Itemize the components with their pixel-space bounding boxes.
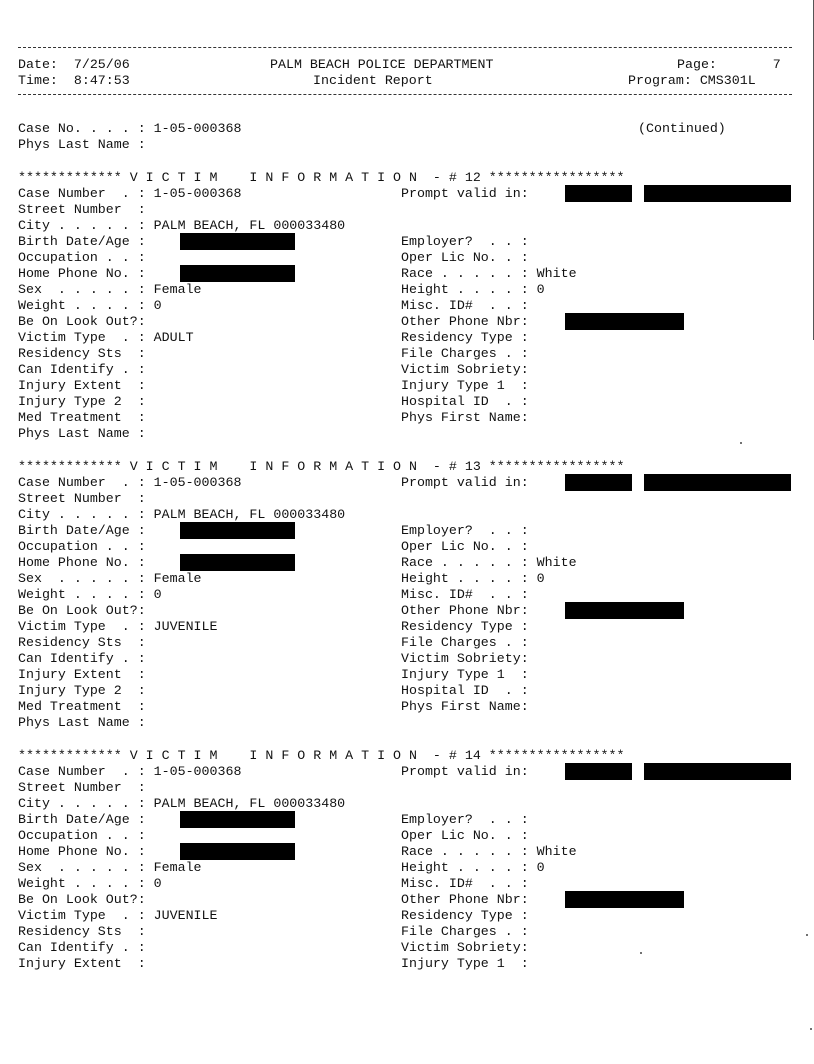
victim-field-left: Birth Date/Age : (18, 523, 146, 538)
victim-field-right: Residency Type : (401, 619, 529, 634)
victim-field-right: Victim Sobriety: (401, 940, 529, 955)
scan-speck (810, 1028, 812, 1030)
victim-field-right: Prompt valid in: (401, 764, 529, 779)
victim-field-right: Victim Sobriety: (401, 651, 529, 666)
victim-field-right: Oper Lic No. . : (401, 539, 529, 554)
redaction-block (644, 474, 791, 491)
victim-field-left: Occupation . . : (18, 828, 146, 843)
victim-field-left: Street Number : (18, 780, 146, 795)
victim-field-left: Sex . . . . . : Female (18, 571, 202, 586)
program-name: Program: CMS301L (628, 73, 756, 88)
victim-field-right: Residency Type : (401, 330, 529, 345)
victim-field-left: Can Identify . : (18, 362, 146, 377)
victim-field-right: Height . . . . : 0 (401, 860, 545, 875)
victim-field-right: Employer? . . : (401, 523, 529, 538)
victim-field-left: Street Number : (18, 491, 146, 506)
victim-field-right: Oper Lic No. . : (401, 828, 529, 843)
victim-field-left: Residency Sts : (18, 635, 146, 650)
victim-field-left: City . . . . . : PALM BEACH, FL 000033480 (18, 796, 346, 811)
victim-field-right: Phys First Name: (401, 410, 529, 425)
victim-field-right: Prompt valid in: (401, 186, 529, 201)
redaction-block (565, 185, 632, 202)
victim-field-right: Employer? . . : (401, 812, 529, 827)
victim-field-left: Injury Type 2 : (18, 394, 146, 409)
redaction-block (565, 313, 684, 330)
page-edge-mark (810, 0, 814, 340)
victim-field-right: Hospital ID . : (401, 394, 529, 409)
victim-field-left: Weight . . . . : 0 (18, 587, 162, 602)
victim-field-left: Can Identify . : (18, 651, 146, 666)
redaction-block (180, 522, 295, 539)
victim-field-left: Residency Sts : (18, 346, 146, 361)
victim-field-left: Case Number . : 1-05-000368 (18, 764, 242, 779)
report-date: Date: 7/25/06 (18, 57, 130, 72)
scan-speck (640, 952, 642, 954)
victim-field-left: City . . . . . : PALM BEACH, FL 000033480 (18, 218, 346, 233)
victim-field-right: Injury Type 1 : (401, 956, 529, 971)
redaction-block (565, 763, 632, 780)
report-time: Time: 8:47:53 (18, 73, 130, 88)
victim-field-left: Weight . . . . : 0 (18, 876, 162, 891)
victim-field-right: Misc. ID# . . : (401, 298, 529, 313)
victim-field-left: Med Treatment : (18, 410, 146, 425)
victim-field-right: File Charges . : (401, 346, 529, 361)
victim-field-left: Phys Last Name : (18, 426, 146, 441)
victim-field-right: Injury Type 1 : (401, 667, 529, 682)
victim-field-left: Victim Type . : JUVENILE (18, 908, 218, 923)
victim-field-left: Injury Type 2 : (18, 683, 146, 698)
victim-field-left: Weight . . . . : 0 (18, 298, 162, 313)
phys-last-name-line: Phys Last Name : (18, 137, 146, 152)
victim-field-right: Prompt valid in: (401, 475, 529, 490)
redaction-block (180, 233, 295, 250)
victim-field-left: Be On Look Out?: (18, 892, 146, 907)
victim-field-right: Height . . . . : 0 (401, 571, 545, 586)
victim-field-left: Can Identify . : (18, 940, 146, 955)
victim-field-right: Race . . . . . : White (401, 555, 577, 570)
victim-banner: ************* V I C T I M I N F O R M A T I O N - # 12 ***************** (18, 170, 625, 185)
victim-field-right: Race . . . . . : White (401, 266, 577, 281)
report-title: Incident Report (313, 73, 433, 88)
victim-field-left: Home Phone No. : (18, 844, 146, 859)
continued-label: (Continued) (638, 121, 726, 136)
redaction-block (180, 265, 295, 282)
victim-field-left: Birth Date/Age : (18, 812, 146, 827)
victim-field-right: File Charges . : (401, 635, 529, 650)
victim-field-left: Injury Extent : (18, 956, 146, 971)
victim-field-right: Phys First Name: (401, 699, 529, 714)
victim-field-left: Victim Type . : ADULT (18, 330, 194, 345)
victim-field-left: Med Treatment : (18, 699, 146, 714)
redaction-block (565, 602, 684, 619)
victim-field-right: File Charges . : (401, 924, 529, 939)
victim-field-left: City . . . . . : PALM BEACH, FL 000033480 (18, 507, 346, 522)
redaction-block (565, 474, 632, 491)
victim-field-left: Birth Date/Age : (18, 234, 146, 249)
header-bottom-rule (18, 94, 792, 95)
victim-banner: ************* V I C T I M I N F O R M A T I O N - # 14 ***************** (18, 748, 625, 763)
redaction-block (644, 763, 791, 780)
victim-field-left: Phys Last Name : (18, 715, 146, 730)
victim-field-left: Case Number . : 1-05-000368 (18, 186, 242, 201)
redaction-block (180, 811, 295, 828)
scan-speck (740, 442, 742, 444)
victim-banner: ************* V I C T I M I N F O R M A T I O N - # 13 ***************** (18, 459, 625, 474)
victim-field-left: Injury Extent : (18, 378, 146, 393)
victim-field-left: Be On Look Out?: (18, 603, 146, 618)
victim-field-right: Race . . . . . : White (401, 844, 577, 859)
case-number-line: Case No. . . . : 1-05-000368 (18, 121, 242, 136)
victim-field-left: Home Phone No. : (18, 266, 146, 281)
victim-field-left: Occupation . . : (18, 539, 146, 554)
victim-field-right: Residency Type : (401, 908, 529, 923)
victim-field-right: Misc. ID# . . : (401, 876, 529, 891)
victim-field-right: Injury Type 1 : (401, 378, 529, 393)
victim-field-left: Home Phone No. : (18, 555, 146, 570)
victim-field-left: Victim Type . : JUVENILE (18, 619, 218, 634)
department-name: PALM BEACH POLICE DEPARTMENT (270, 57, 494, 72)
victim-field-right: Other Phone Nbr: (401, 892, 529, 907)
victim-field-right: Other Phone Nbr: (401, 603, 529, 618)
victim-field-right: Hospital ID . : (401, 683, 529, 698)
victim-field-right: Employer? . . : (401, 234, 529, 249)
victim-field-left: Be On Look Out?: (18, 314, 146, 329)
victim-field-right: Oper Lic No. . : (401, 250, 529, 265)
victim-field-right: Victim Sobriety: (401, 362, 529, 377)
header-top-rule (18, 47, 792, 48)
scan-speck (806, 934, 808, 936)
redaction-block (180, 843, 295, 860)
victim-field-right: Other Phone Nbr: (401, 314, 529, 329)
victim-field-left: Residency Sts : (18, 924, 146, 939)
redaction-block (180, 554, 295, 571)
redaction-block (565, 891, 684, 908)
page-number: Page: 7 (677, 57, 781, 72)
victim-field-right: Misc. ID# . . : (401, 587, 529, 602)
victim-field-left: Injury Extent : (18, 667, 146, 682)
victim-field-right: Height . . . . : 0 (401, 282, 545, 297)
redaction-block (644, 185, 791, 202)
victim-field-left: Sex . . . . . : Female (18, 282, 202, 297)
victim-field-left: Street Number : (18, 202, 146, 217)
victim-field-left: Case Number . : 1-05-000368 (18, 475, 242, 490)
victim-field-left: Sex . . . . . : Female (18, 860, 202, 875)
victim-field-left: Occupation . . : (18, 250, 146, 265)
